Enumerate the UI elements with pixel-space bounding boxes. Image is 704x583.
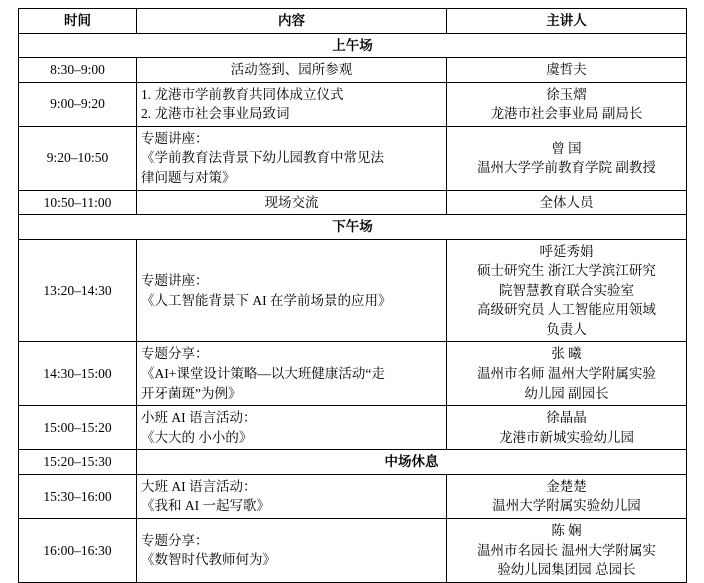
speaker-cell <box>447 342 687 406</box>
content-line: 2. 龙港市社会事业局致词 <box>141 106 290 122</box>
speaker-line: 金楚楚 <box>546 478 587 494</box>
table-row <box>19 190 687 215</box>
session-header-row <box>19 215 687 240</box>
time-cell: 15:30–16:00 <box>19 474 137 518</box>
content-cell <box>137 406 447 450</box>
speaker-line: 温州市名师 温州大学附属实验 <box>477 366 656 381</box>
break-row <box>19 450 687 475</box>
speaker-line: 陈 娴 <box>551 522 582 538</box>
table-row <box>19 126 687 190</box>
schedule-table-body <box>19 9 687 583</box>
speaker-cell <box>447 126 687 190</box>
column-header: 时间 <box>19 9 137 34</box>
time-cell: 10:50–11:00 <box>19 190 137 215</box>
speaker-line: 张 曦 <box>551 346 582 362</box>
table-row <box>19 474 687 518</box>
speaker-line: 呼延秀娟 <box>539 243 594 259</box>
content-cell <box>137 518 447 582</box>
content-line: 律问题与对策》 <box>141 169 236 185</box>
time-cell: 15:00–15:20 <box>19 406 137 450</box>
speaker-line: 幼儿园 副园长 <box>524 385 609 401</box>
speaker-cell <box>447 474 687 518</box>
content-line: 专题讲座： <box>141 272 209 288</box>
speaker-line: 全体人员 <box>539 194 594 210</box>
table-row <box>19 58 687 83</box>
column-header: 内容 <box>137 9 447 34</box>
content-line: 专题分享： <box>141 532 209 548</box>
speaker-line: 龙港市社会事业局 副局长 <box>490 106 643 122</box>
content-cell <box>137 342 447 406</box>
time-cell: 14:30–15:00 <box>19 342 137 406</box>
content-line: 大班 AI 语言活动： <box>141 478 257 494</box>
table-row <box>19 518 687 582</box>
break-label: 中场休息 <box>137 450 687 475</box>
speaker-cell <box>447 239 687 342</box>
content-line: 《大大的 小小的》 <box>141 429 253 445</box>
content-cell <box>137 239 447 342</box>
content-cell <box>137 190 447 215</box>
speaker-line: 院智慧教育联合实验室 <box>499 282 634 298</box>
speaker-line: 徐晶晶 <box>546 410 587 426</box>
speaker-cell <box>447 82 687 126</box>
time-cell: 9:20–10:50 <box>19 126 137 190</box>
content-line: 小班 AI 语言活动： <box>141 410 257 426</box>
time-cell: 9:00–9:20 <box>19 82 137 126</box>
speaker-line: 虞哲夫 <box>546 62 587 78</box>
session-header-row <box>19 33 687 58</box>
speaker-line: 负责人 <box>546 321 587 337</box>
content-line: 《AI+课堂设计策略—以大班健康活动“走 <box>141 366 385 381</box>
content-line: 《人工智能背景下 AI 在学前场景的应用》 <box>141 292 392 308</box>
content-line: 活动签到、园所参观 <box>230 62 353 78</box>
speaker-cell <box>447 190 687 215</box>
content-line: 现场交流 <box>264 194 319 210</box>
schedule-table <box>18 8 687 583</box>
time-cell: 8:30–9:00 <box>19 58 137 83</box>
time-cell: 13:20–14:30 <box>19 239 137 342</box>
content-line: 《数智时代教师何为》 <box>141 552 276 568</box>
speaker-line: 龙港市新城实验幼儿园 <box>499 429 634 445</box>
speaker-line: 高级研究员 人工智能应用领域 <box>477 302 656 318</box>
table-row <box>19 239 687 342</box>
table-row <box>19 82 687 126</box>
speaker-line: 验幼儿园集团园 总园长 <box>497 562 636 578</box>
speaker-cell <box>447 406 687 450</box>
content-line: 《我和 AI 一起写歌》 <box>141 498 270 514</box>
time-cell: 16:00–16:30 <box>19 518 137 582</box>
content-line: 《学前教育法背景下幼儿园教育中常见法 <box>141 150 384 166</box>
content-cell <box>137 58 447 83</box>
content-line: 开牙菌斑”为例》 <box>141 385 242 401</box>
speaker-line: 硕士研究生 浙江大学滨江研究 <box>477 263 656 279</box>
speaker-line: 温州大学学前教育学院 副教授 <box>477 160 656 176</box>
speaker-line: 徐玉熠 <box>546 86 587 102</box>
content-line: 专题分享： <box>141 346 209 362</box>
table-row <box>19 342 687 406</box>
column-header: 主讲人 <box>447 9 687 34</box>
time-cell: 15:20–15:30 <box>19 450 137 475</box>
speaker-cell <box>447 58 687 83</box>
speaker-line: 温州大学附属实验幼儿园 <box>492 498 641 514</box>
speaker-line: 温州市名园长 温州大学附属实 <box>477 542 656 558</box>
content-cell <box>137 474 447 518</box>
table-header-row <box>19 9 687 34</box>
session-label: 上午场 <box>19 33 687 58</box>
speaker-line: 曾 国 <box>551 140 582 156</box>
session-label: 下午场 <box>19 215 687 240</box>
content-line: 专题讲座： <box>141 130 209 146</box>
content-cell <box>137 82 447 126</box>
table-row <box>19 406 687 450</box>
content-cell <box>137 126 447 190</box>
speaker-cell <box>447 518 687 582</box>
content-line: 1. 龙港市学前教育共同体成立仪式 <box>141 86 344 102</box>
